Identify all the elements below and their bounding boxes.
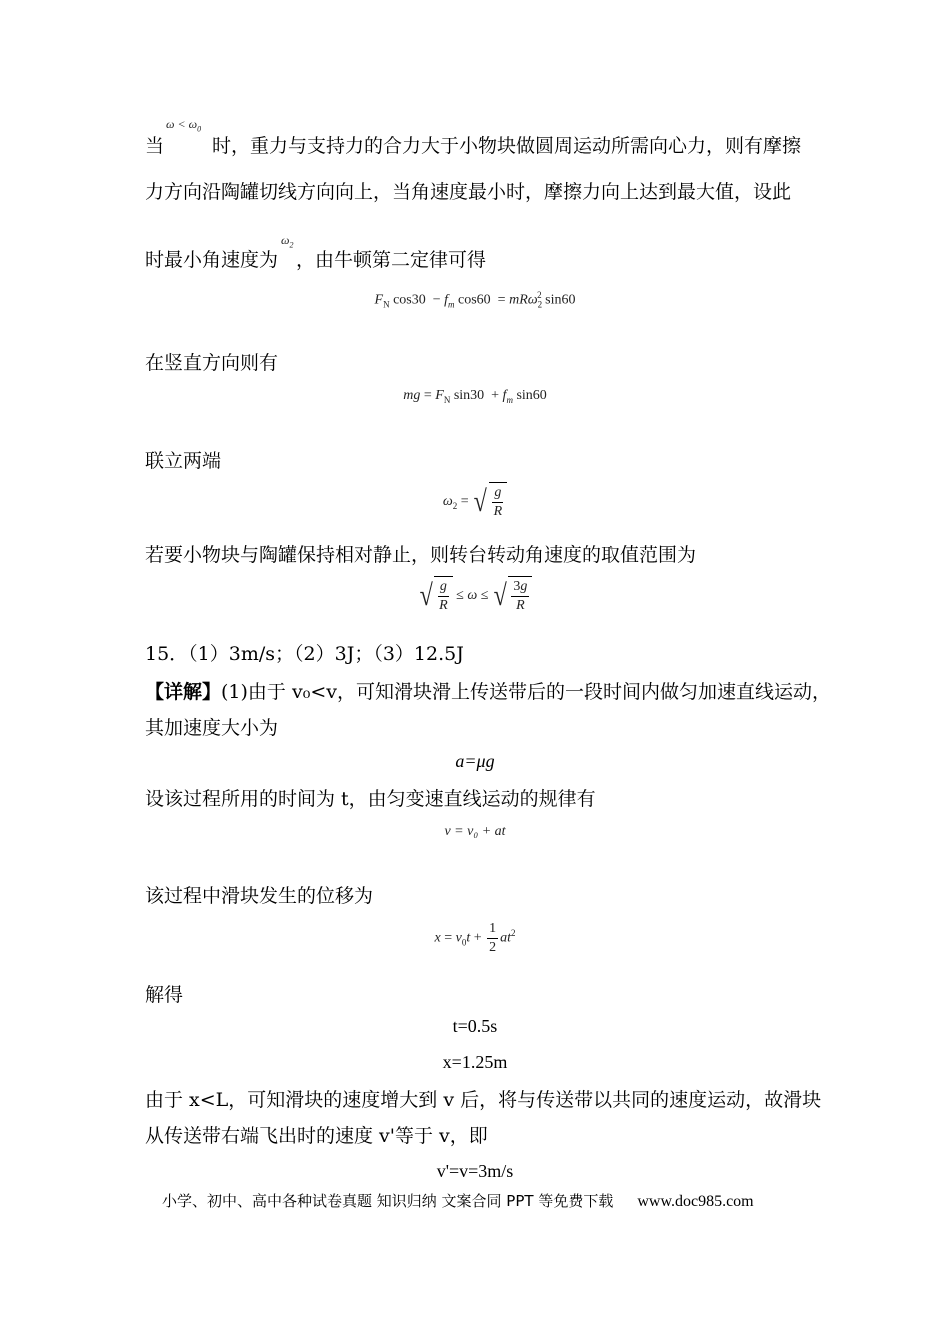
footer-text: 小学、初中、高中各种试卷真题 知识归纳 文案合同 PPT 等免费下载 (162, 1192, 614, 1210)
equation-range: √ $\frac{g}{R}$ ≤ ω ≤ √ $\frac{3g}{R}$ (0, 576, 950, 616)
text-fragment: (1)由于 v₀<v，可知滑块滑上传送带后的一段时间内做匀加速直线运动， (221, 681, 831, 703)
paragraph-line (145, 117, 802, 158)
equation-vertical: mg = $F_N$ $\sin 30 + f_m$ sin60 (403, 388, 547, 405)
paragraph-line: 其加速度大小为 (145, 717, 279, 739)
result-x: x=1.25m (442, 1052, 508, 1072)
footer-link[interactable]: www.doc985.com (637, 1193, 754, 1210)
paragraph-line: 该过程中滑块发生的位移为 (145, 885, 374, 907)
inline-formula: $\omega_2$ (281, 233, 294, 250)
paragraph-line (145, 680, 831, 704)
paragraph-line: 联立两端 (145, 450, 222, 472)
paragraph-line: 从传送带右端飞出时的速度 v'等于 v，即 (145, 1125, 488, 1147)
equation-accel: a=μg (455, 751, 495, 771)
answer-15: 15．（1）3m/s；（2）3J；（3）12.5J (145, 643, 464, 665)
paragraph-line: 在竖直方向则有 (145, 352, 279, 374)
equation-displacement: $x = v_0t$ + $\frac{1}{2}$ $at^2$ (434, 921, 516, 955)
text-fragment: 时最小角速度为 (145, 249, 279, 271)
result-vprime: v'=v=3m/s (436, 1161, 514, 1181)
page-footer (162, 1190, 754, 1211)
paragraph-line: 由于 x<L，可知滑块的速度增大到 v 后，将与传送带以共同的速度运动，故滑块 (145, 1089, 822, 1111)
equation-omega2: $\omega_2$ = √ $\frac{g}{R}$ (0, 482, 950, 522)
paragraph-line: 解得 (145, 984, 184, 1006)
inline-formula: $\omega < \omega_0$ (166, 117, 202, 134)
paragraph-line: 设该过程所用的时间为 t，由匀变速直线运动的规律有 (145, 788, 596, 810)
text-fragment: ，由牛顿第二定律可得 (296, 249, 487, 271)
text-fragment: 当 (145, 135, 165, 157)
equation-velocity: v = v₀ + at (444, 824, 506, 839)
paragraph-line: 若要小物块与陶罐保持相对静止，则转台转动角速度的取值范围为 (145, 544, 697, 566)
paragraph-line: 力方向沿陶罐切线方向向上，当角速度最小时，摩擦力向上达到最大值，设此 (145, 181, 792, 203)
result-t: t=0.5s (452, 1016, 498, 1036)
detail-tag: 【详解】 (145, 681, 222, 703)
equation-newton: $F_N$ $\cos 30 - f_m$ cos60 = mRω$_2^2$ sin60 (374, 290, 576, 310)
paragraph-line (145, 233, 487, 272)
text-fragment: 时，重力与支持力的合力大于小物块做圆周运动所需向心力，则有摩擦 (212, 135, 802, 157)
